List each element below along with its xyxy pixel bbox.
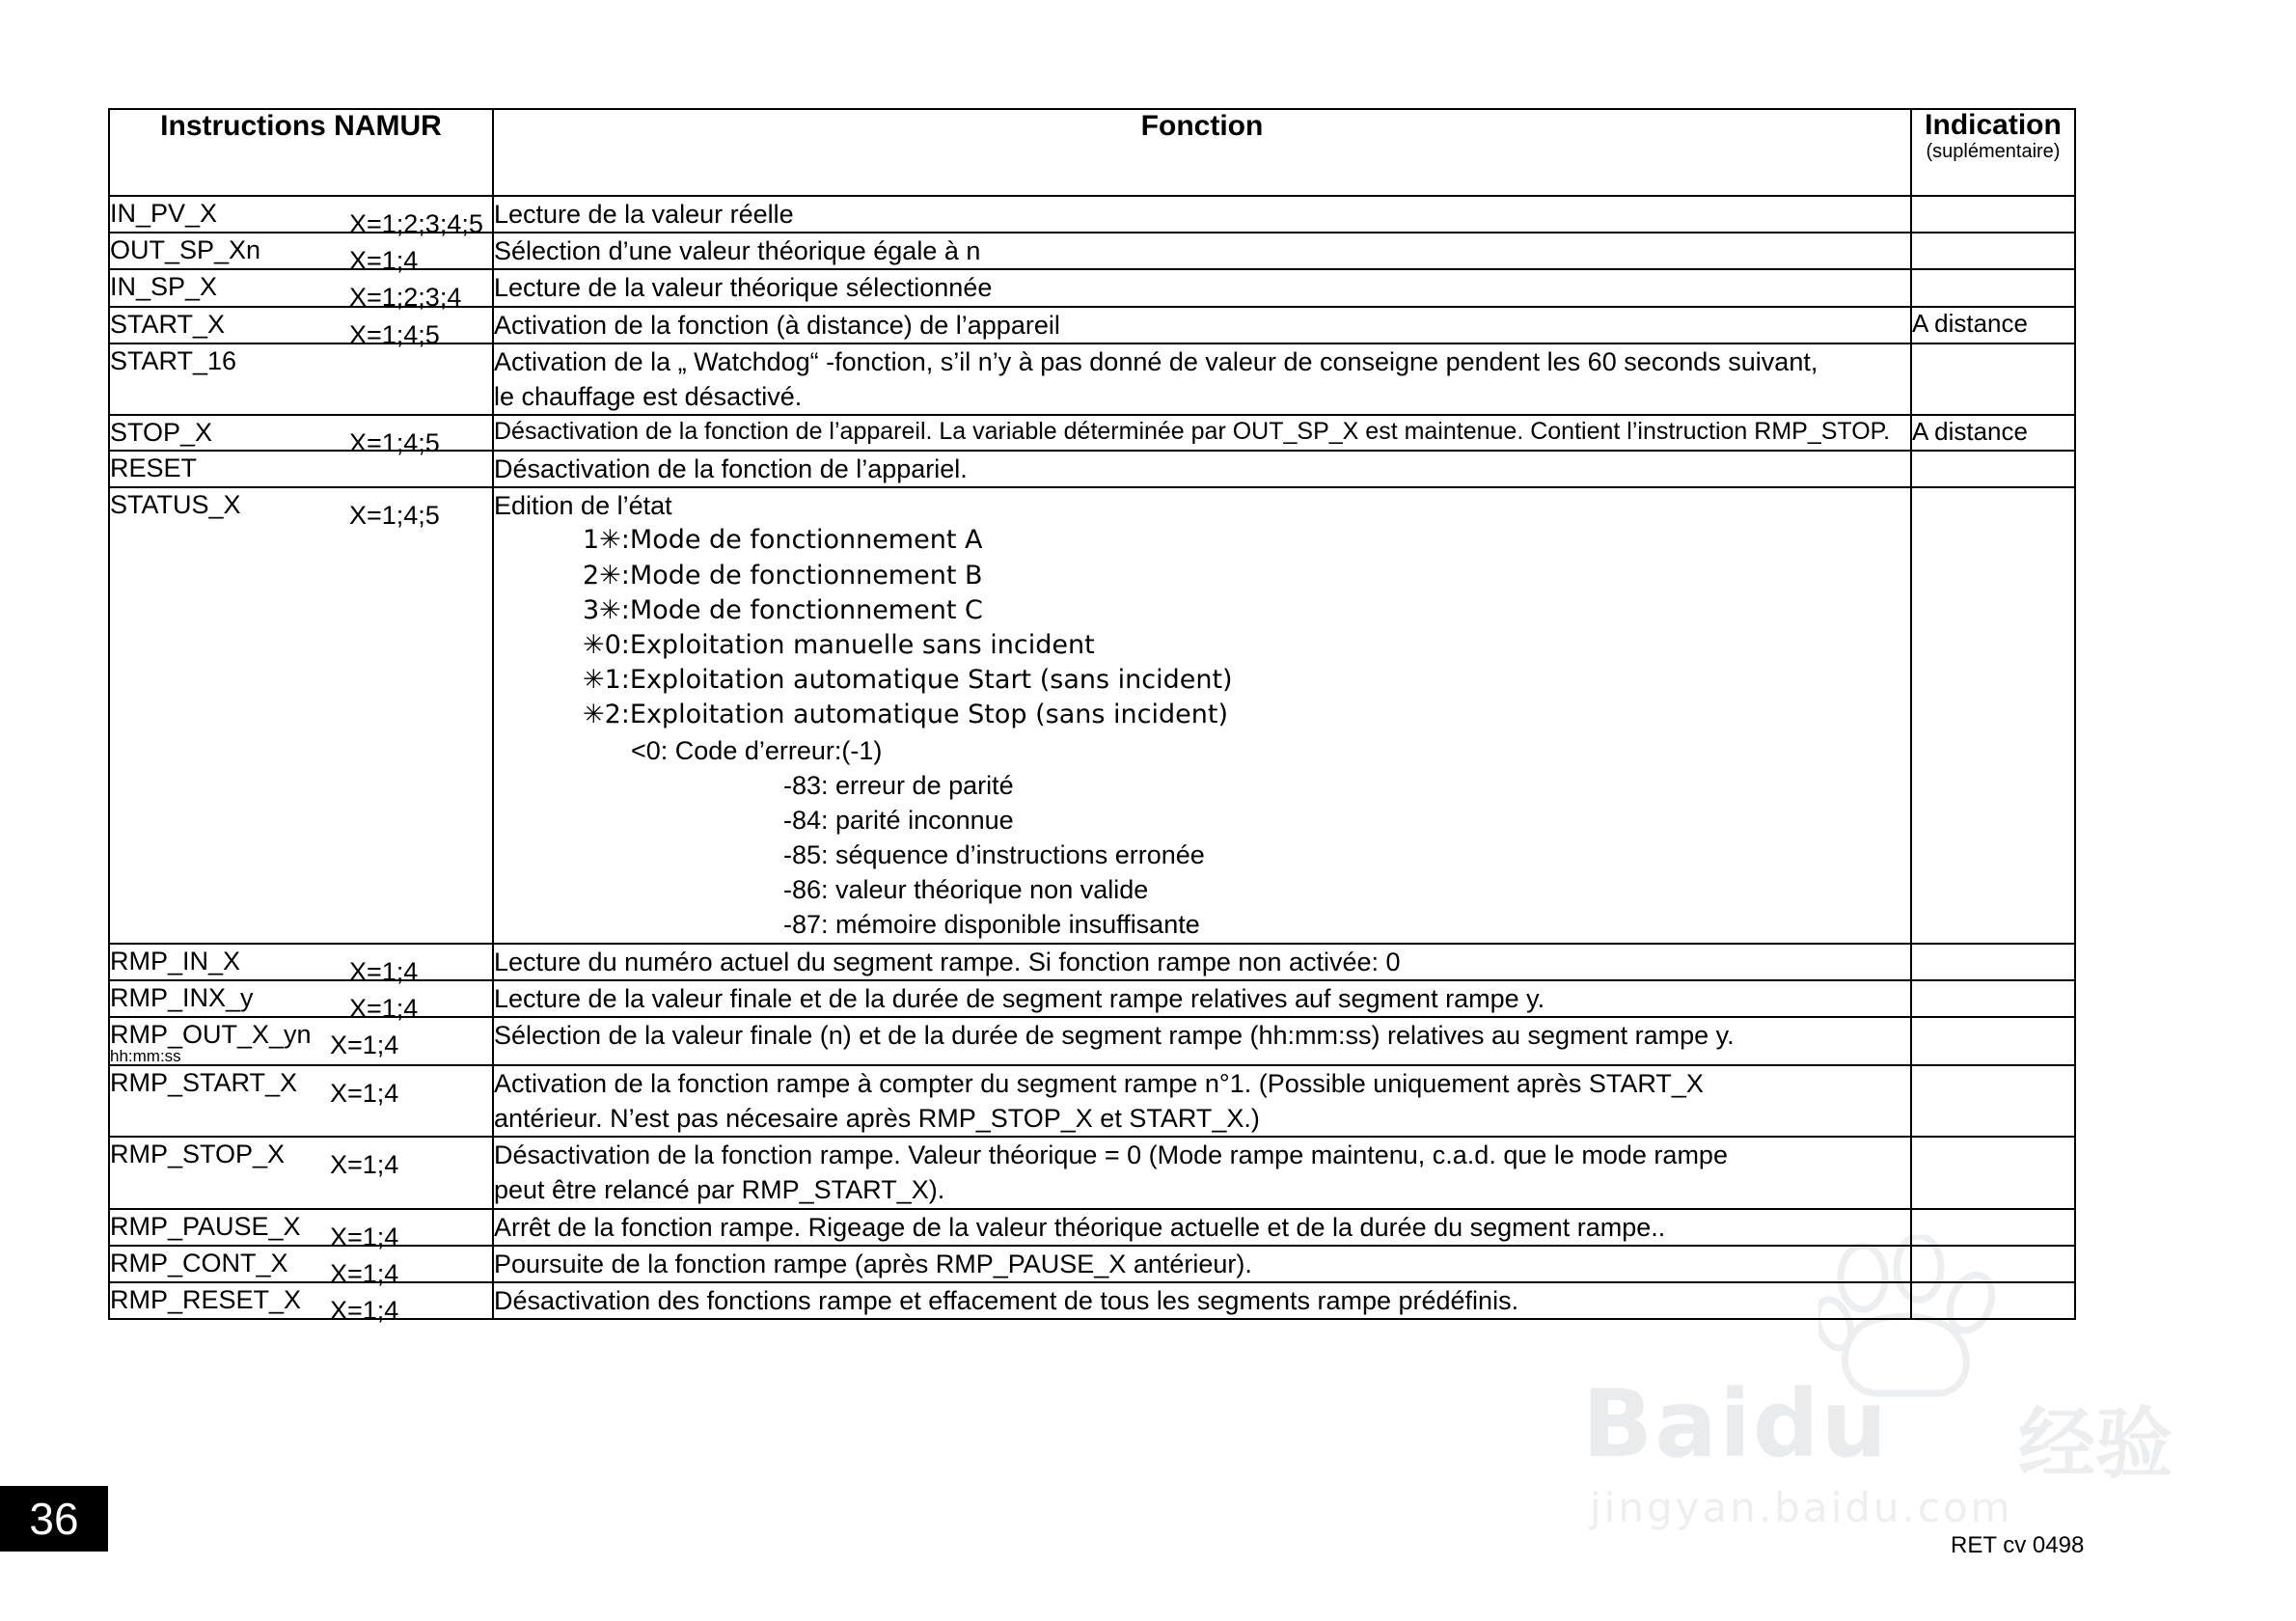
instruction-name: START_16	[110, 345, 237, 375]
table-body	[109, 196, 2075, 1325]
fonction-cell	[493, 1065, 1911, 1137]
instruction-name: START_X	[110, 309, 226, 339]
header-indication	[1911, 109, 2075, 196]
instruction-x-values: X=1;4	[349, 993, 419, 1023]
indication-cell	[1911, 307, 2075, 343]
instruction-x-values: X=1;4	[330, 1150, 399, 1180]
error-code-line: -86: valeur théorique non valide	[783, 875, 1149, 905]
fonction-line: Lecture de la valeur théorique sélectionnée	[494, 273, 993, 303]
instruction-cell	[109, 944, 493, 986]
instruction-name: IN_PV_X	[110, 199, 218, 228]
fonction-cell	[493, 196, 1911, 233]
fonction-cell	[493, 269, 1911, 306]
table-row	[109, 1137, 2075, 1208]
indication-cell	[1911, 343, 2075, 415]
fonction-cell	[493, 1137, 1911, 1208]
fonction-line: Désactivation de la fonction de l’appareil. La variable déterminée par OUT_SP_X est maintenue. Contient l’instruction RMP_STOP.	[494, 418, 1891, 446]
instruction-name-subscript: hh:mm:ss	[110, 1046, 181, 1065]
instruction-cell	[109, 1209, 493, 1251]
fonction-line: Désactivation de la fonction de l’appariel.	[494, 454, 968, 484]
header-row	[109, 109, 2075, 196]
instruction-x-values: X=1;4	[349, 956, 419, 986]
table-row	[109, 980, 2075, 1017]
fonction-cell	[493, 1246, 1911, 1282]
instruction-cell	[109, 1137, 493, 1208]
fonction-cell	[493, 1282, 1911, 1319]
table-row	[109, 1282, 2075, 1319]
instruction-name: RESET	[110, 453, 198, 483]
instruction-cell	[109, 1282, 493, 1325]
fonction-line: Désactivation des fonctions rampe et effacement de tous les segments rampe prédéfinis.	[494, 1286, 1519, 1315]
header-instructions	[109, 109, 493, 196]
instruction-name: STATUS_X	[110, 490, 241, 520]
instruction-cell	[109, 269, 493, 313]
table-row	[109, 1017, 2075, 1065]
instruction-name: RMP_START_X	[110, 1067, 298, 1097]
fonction-line: Sélection d’une valeur théorique égale à n	[494, 236, 981, 266]
indication-cell	[1911, 415, 2075, 451]
instruction-cell	[109, 233, 493, 276]
fonction-line: Arrêt de la fonction rampe. Rigeage de la valeur théorique actuelle et de la durée du segment rampe..	[494, 1212, 1666, 1242]
header-instructions-bold: NAMUR	[334, 110, 442, 142]
status-mode-line: 1✳:Mode de fonctionnement A	[583, 525, 983, 556]
fonction-cell	[493, 343, 1911, 415]
instruction-x-values: X=1;4;5	[349, 319, 440, 349]
instruction-name: STOP_X	[110, 418, 213, 448]
indication-cell	[1911, 1017, 2075, 1065]
header-fonction: Fonction	[493, 109, 1911, 196]
header-indication-main: Indication	[1925, 109, 2062, 141]
page-number-badge: 36	[0, 1486, 108, 1552]
instruction-cell	[109, 196, 493, 238]
table-row	[109, 1209, 2075, 1246]
instruction-x-values: X=1;4	[330, 1078, 399, 1108]
table-row	[109, 1065, 2075, 1137]
table-row	[109, 269, 2075, 306]
fonction-cell	[493, 451, 1911, 487]
indication-value: A distance	[1912, 308, 2028, 338]
instruction-name: OUT_SP_Xn	[110, 235, 261, 265]
fonction-line: Activation de la fonction rampe à compter du segment rampe n°1. (Possible uniquement après START_X	[494, 1068, 1704, 1098]
fonction-line: Activation de la „ Watchdog“ -fonction, s’il n’y à pas donné de valeur de conseigne pendent les 60 seconds suivant,	[494, 346, 1818, 376]
indication-cell	[1911, 944, 2075, 980]
table-row	[109, 487, 2075, 943]
instruction-x-values: X=1;4	[330, 1030, 399, 1059]
error-code-line: -87: mémoire disponible insuffisante	[783, 910, 1200, 940]
header-instructions-prefix: Instructions	[160, 110, 335, 142]
instruction-cell	[109, 487, 493, 943]
instruction-name: RMP_IN_X	[110, 946, 241, 975]
table-row	[109, 451, 2075, 487]
instruction-name: RMP_STOP_X	[110, 1140, 286, 1169]
instruction-cell	[109, 1065, 493, 1137]
fonction-cell	[493, 487, 1911, 943]
fonction-line: Désactivation de la fonction rampe. Valeur théorique = 0 (Mode rampe maintenu, c.a.d. que le mode rampe	[494, 1140, 1728, 1170]
table-row	[109, 944, 2075, 980]
footer-revision-code: RET cv 0498	[1951, 1532, 2085, 1558]
fonction-line: Lecture de la valeur réelle	[494, 200, 794, 229]
instruction-cell	[109, 1246, 493, 1288]
status-code-list	[494, 488, 1910, 942]
indication-cell	[1911, 1209, 2075, 1246]
instruction-x-values: X=1;4;5	[349, 501, 440, 531]
indication-cell	[1911, 451, 2075, 487]
instruction-x-values: X=1;4	[330, 1258, 399, 1288]
instruction-name: RMP_PAUSE_X	[110, 1211, 301, 1241]
instruction-name: RMP_RESET_X	[110, 1285, 302, 1314]
fonction-cell	[493, 944, 1911, 980]
instruction-name: RMP_INX_y	[110, 982, 254, 1012]
table-header	[109, 109, 2075, 196]
fonction-cell	[493, 1017, 1911, 1065]
instruction-name: IN_SP_X	[110, 272, 218, 302]
status-mode-line: 2✳:Mode de fonctionnement B	[583, 560, 983, 591]
instruction-cell	[109, 307, 493, 349]
indication-cell	[1911, 269, 2075, 306]
fonction-line: Poursuite de la fonction rampe (après RMP_PAUSE_X antérieur).	[494, 1249, 1252, 1278]
fonction-line: Lecture du numéro actuel du segment rampe. Si fonction rampe non activée: 0	[494, 947, 1401, 976]
table-row	[109, 415, 2075, 451]
table-row	[109, 196, 2075, 233]
fonction-line: Sélection de la valeur finale (n) et de la durée de segment rampe (hh:mm:ss) relatives au segment rampe y.	[494, 1020, 1735, 1050]
error-code-header: <0: Code d’erreur:(-1)	[631, 735, 883, 765]
table-row	[109, 343, 2075, 415]
status-mode-line: ✳1:Exploitation automatique Start (sans incident)	[583, 665, 1233, 696]
fonction-line: peut être relancé par RMP_START_X).	[494, 1175, 945, 1205]
fonction-cell	[493, 307, 1911, 343]
watermark-sub: jingyan.baidu.com	[1590, 1484, 2013, 1531]
instruction-cell	[109, 343, 493, 415]
instruction-x-values: X=1;4	[349, 246, 419, 276]
error-code-line: -85: séquence d’instructions erronée	[783, 840, 1205, 870]
fonction-cell	[493, 233, 1911, 269]
indication-cell	[1911, 196, 2075, 233]
indication-cell	[1911, 233, 2075, 269]
instruction-x-values: X=1;4	[330, 1222, 399, 1251]
namur-instructions-table	[108, 108, 2076, 1325]
fonction-line: Lecture de la valeur finale et de la durée de segment rampe relatives auf segment rampe y.	[494, 983, 1545, 1013]
instruction-cell	[109, 415, 493, 458]
instruction-cell	[109, 451, 493, 487]
instruction-cell	[109, 1017, 493, 1065]
instruction-x-values: X=1;4	[330, 1296, 399, 1325]
instructions-table-container	[108, 108, 2074, 1325]
status-mode-line: ✳0:Exploitation manuelle sans incident	[583, 629, 1095, 660]
watermark-cn: 经验	[2018, 1399, 2173, 1489]
indication-cell	[1911, 1137, 2075, 1208]
status-title: Edition de l’état	[494, 491, 672, 521]
table-row	[109, 307, 2075, 343]
indication-cell	[1911, 980, 2075, 1017]
error-code-line: -83: erreur de parité	[783, 770, 1014, 800]
watermark-brand: Baidu	[1582, 1370, 1889, 1478]
status-mode-line: 3✳:Mode de fonctionnement C	[583, 594, 983, 625]
fonction-line: antérieur. N’est pas nécesaire après RMP_STOP_X et START_X.)	[494, 1104, 1260, 1134]
fonction-cell	[493, 1209, 1911, 1246]
error-code-line: -84: parité inconnue	[783, 805, 1014, 835]
indication-cell	[1911, 1246, 2075, 1282]
header-indication-sub: (suplémentaire)	[1926, 140, 2061, 162]
fonction-cell	[493, 980, 1911, 1017]
status-mode-line: ✳2:Exploitation automatique Stop (sans incident)	[583, 700, 1228, 730]
fonction-line: Activation de la fonction (à distance) de l’appareil	[494, 310, 1060, 340]
instruction-name: RMP_CONT_X	[110, 1248, 288, 1278]
indication-cell	[1911, 1065, 2075, 1137]
indication-value: A distance	[1912, 417, 2028, 447]
fonction-line: le chauffage est désactivé.	[494, 381, 803, 411]
indication-cell	[1911, 1282, 2075, 1319]
instruction-name: RMP_OUT_X_yn	[110, 1019, 312, 1049]
indication-cell	[1911, 487, 2075, 943]
fonction-cell	[493, 415, 1911, 451]
instruction-x-values: X=1;2;3;4;5	[349, 209, 483, 238]
table-row	[109, 1246, 2075, 1282]
instruction-x-values: X=1;2;3;4	[349, 283, 462, 313]
instruction-cell	[109, 980, 493, 1023]
table-row	[109, 233, 2075, 269]
instruction-x-values: X=1;4;5	[349, 428, 440, 458]
